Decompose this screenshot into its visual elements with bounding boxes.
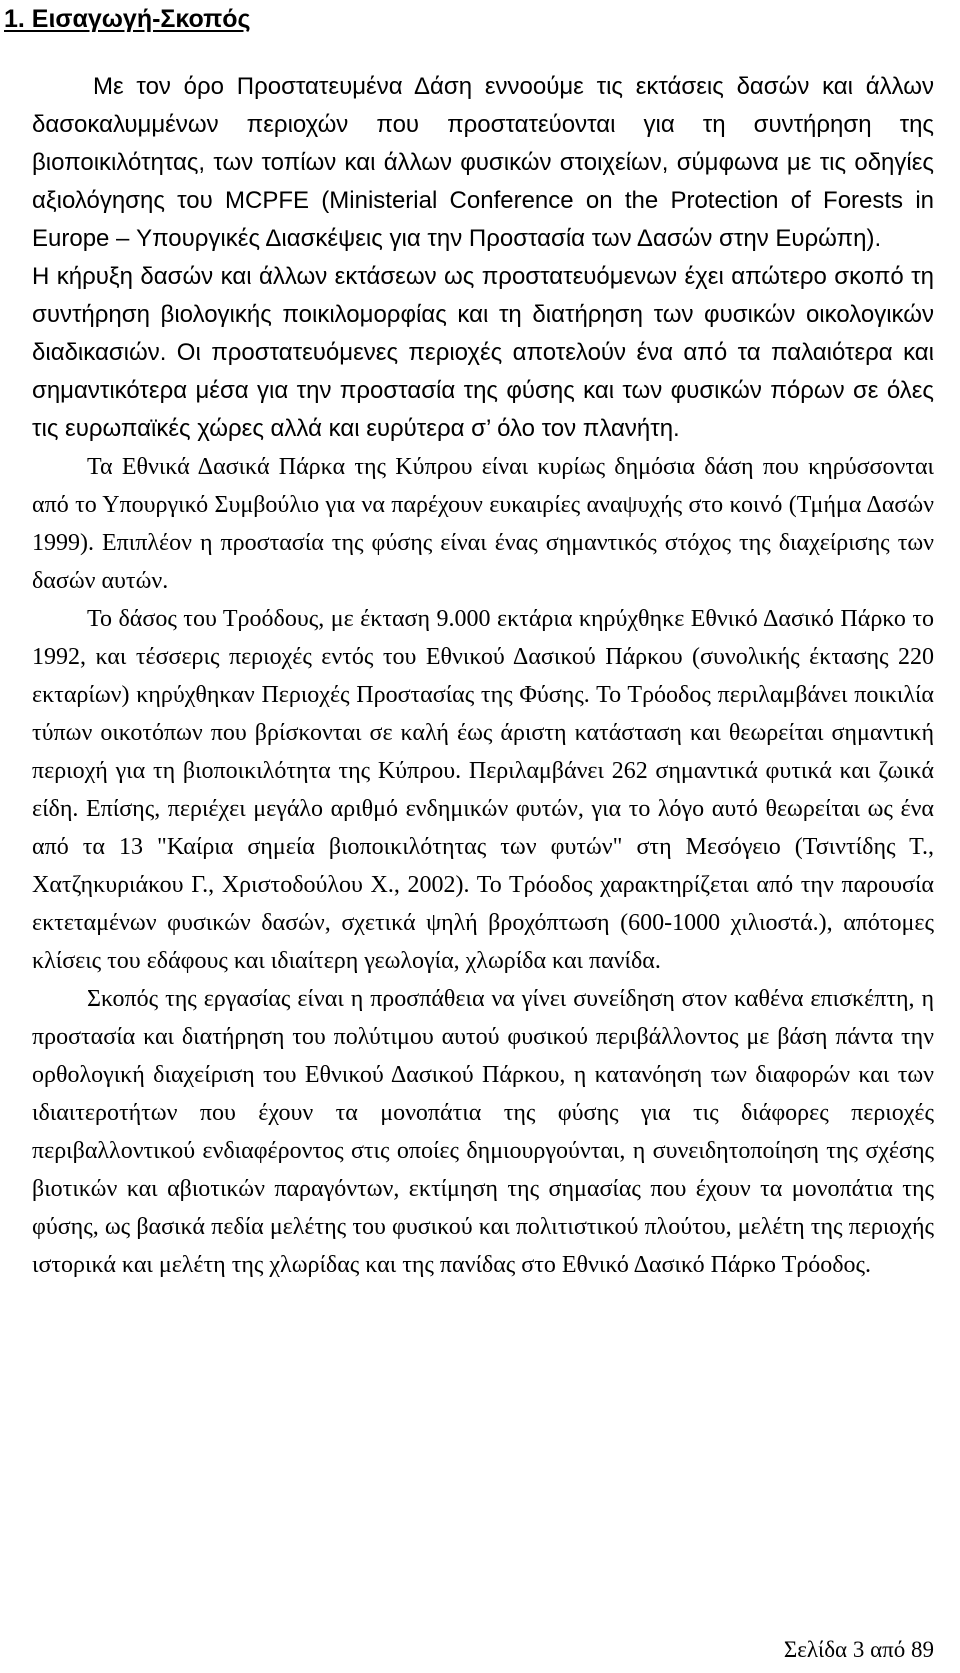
paragraph-troodos-forest: Το δάσος του Τροόδους, με έκταση 9.000 εκτάρια κηρύχθηκε Εθνικό Δασικό Πάρκο το 1992, και τέσσερις περιοχές εντός του Εθνικού Δασικού Πάρκου (συνολικής έκτασης 220 εκταρίων) κηρύχθηκαν Περιοχές Προστασίας της Φύσης. Το Τρόοδος περιλαμβάνει ποικιλία τύπων οικοτόπων που βρίσκονται σε καλή έως άριστη κατάσταση και θεωρείται σημαντική περιοχή για τη βιοποικιλότητα της Κύπρου. Περιλαμβάνει 262 σημαντικά φυτικά και ζωικά είδη. Επίσης, περιέχει μεγάλο αριθμό ενδημικών φυτών, για το λόγο αυτό θεωρείται ως ένα από τα 13 "Καίρια σημεία βιοποικιλότητας των φυτών" στη Μεσόγειο (Τσιντίδης Τ., Χατζηκυριάκου Γ., Χριστοδούλου Χ., 2002). Το Τρόοδος χαρακτηρίζεται από την παρουσία εκτεταμένων φυσικών δασών, σχετικά ψηλή βροχόπτωση (600-1000 χιλιοστά.), απότομες κλίσεις του εδάφους και ιδιαίτερη γεωλογία, χλωρίδα και πανίδα. (32, 606, 934, 974)
paragraph-study-aim: Σκοπός της εργασίας είναι η προσπάθεια να γίνει συνείδηση στον καθένα επισκέπτη, η προστασία και διατήρηση του πολύτιμου αυτού φυσικού περιβάλλοντος με βάση πάντα την ορθολογική διαχείριση του Εθνικού Δασικού Πάρκου, η κατανόηση των διαφορών και των ιδιαιτεροτήτων που έχουν τα μονοπάτια της φύσης για τις διάφορες περιοχές περιβαλλοντικού ενδιαφέροντος στις οποίες δημιουργούνται, η συνειδητοποίηση της σχέσης βιοτικών και αβιοτικών παραγόντων, εκτίμηση της σημασίας που έχουν τα μονοπάτια της φύσης, ως βασικά πεδία μελέτης του φυσικού και πολιτιστικού πλούτου, μελέτη της περιοχής ιστορικά και μελέτη της χλωρίδας και της πανίδας στο Εθνικό Δασικό Πάρκο Τρόοδος. (32, 986, 934, 1278)
body-text (32, 68, 934, 1284)
paragraph-national-forest-parks: Τα Εθνικά Δασικά Πάρκα της Κύπρου είναι κυρίως δημόσια δάση που κηρύσσονται από το Υπουργικό Συμβούλιο για να παρέχουν ευκαιρίες αναψυχής στο κοινό (Τμήμα Δασών 1999). Επιπλέον η προστασία της φύσης είναι ένας σημαντικός στόχος της διαχείρισης των δασών αυτών. (32, 454, 934, 594)
paragraph-protected-areas-purpose: Η κήρυξη δασών και άλλων εκτάσεων ως προστατευόμενων έχει απώτερο σκοπό τη συντήρηση βιολογικής ποικιλομορφίας και τη διατήρηση των φυσικών οικολογικών διαδικασιών. Οι προστατευόμενες περιοχές αποτελούν ένα από τα παλαιότερα και σημαντικότερα μέσα για την προστασία της φύσης και των φυσικών πόρων σε όλες τις ευρωπαϊκές χώρες αλλά και ευρύτερα σ’ όλο τον πλανήτη. (32, 263, 934, 442)
paragraph-protected-forests-definition: Με τον όρο Προστατευμένα Δάση εννοούμε τις εκτάσεις δασών και άλλων δασοκαλυμμένων περιοχών που προστατεύονται για τη συντήρηση της βιοποικιλότητας, των τοπίων και άλλων φυσικών στοιχείων, σύμφωνα με τις οδηγίες αξιολόγησης του MCPFE (Ministerial Conference on the Protection of Forests in Europe – Υπουργικές Διασκέψεις για την Προστασία των Δασών στην Ευρώπη). (32, 73, 934, 252)
section-heading: 1. Εισαγωγή-Σκοπός (4, 5, 251, 33)
page-number: Σελίδα 3 από 89 (783, 1637, 934, 1662)
